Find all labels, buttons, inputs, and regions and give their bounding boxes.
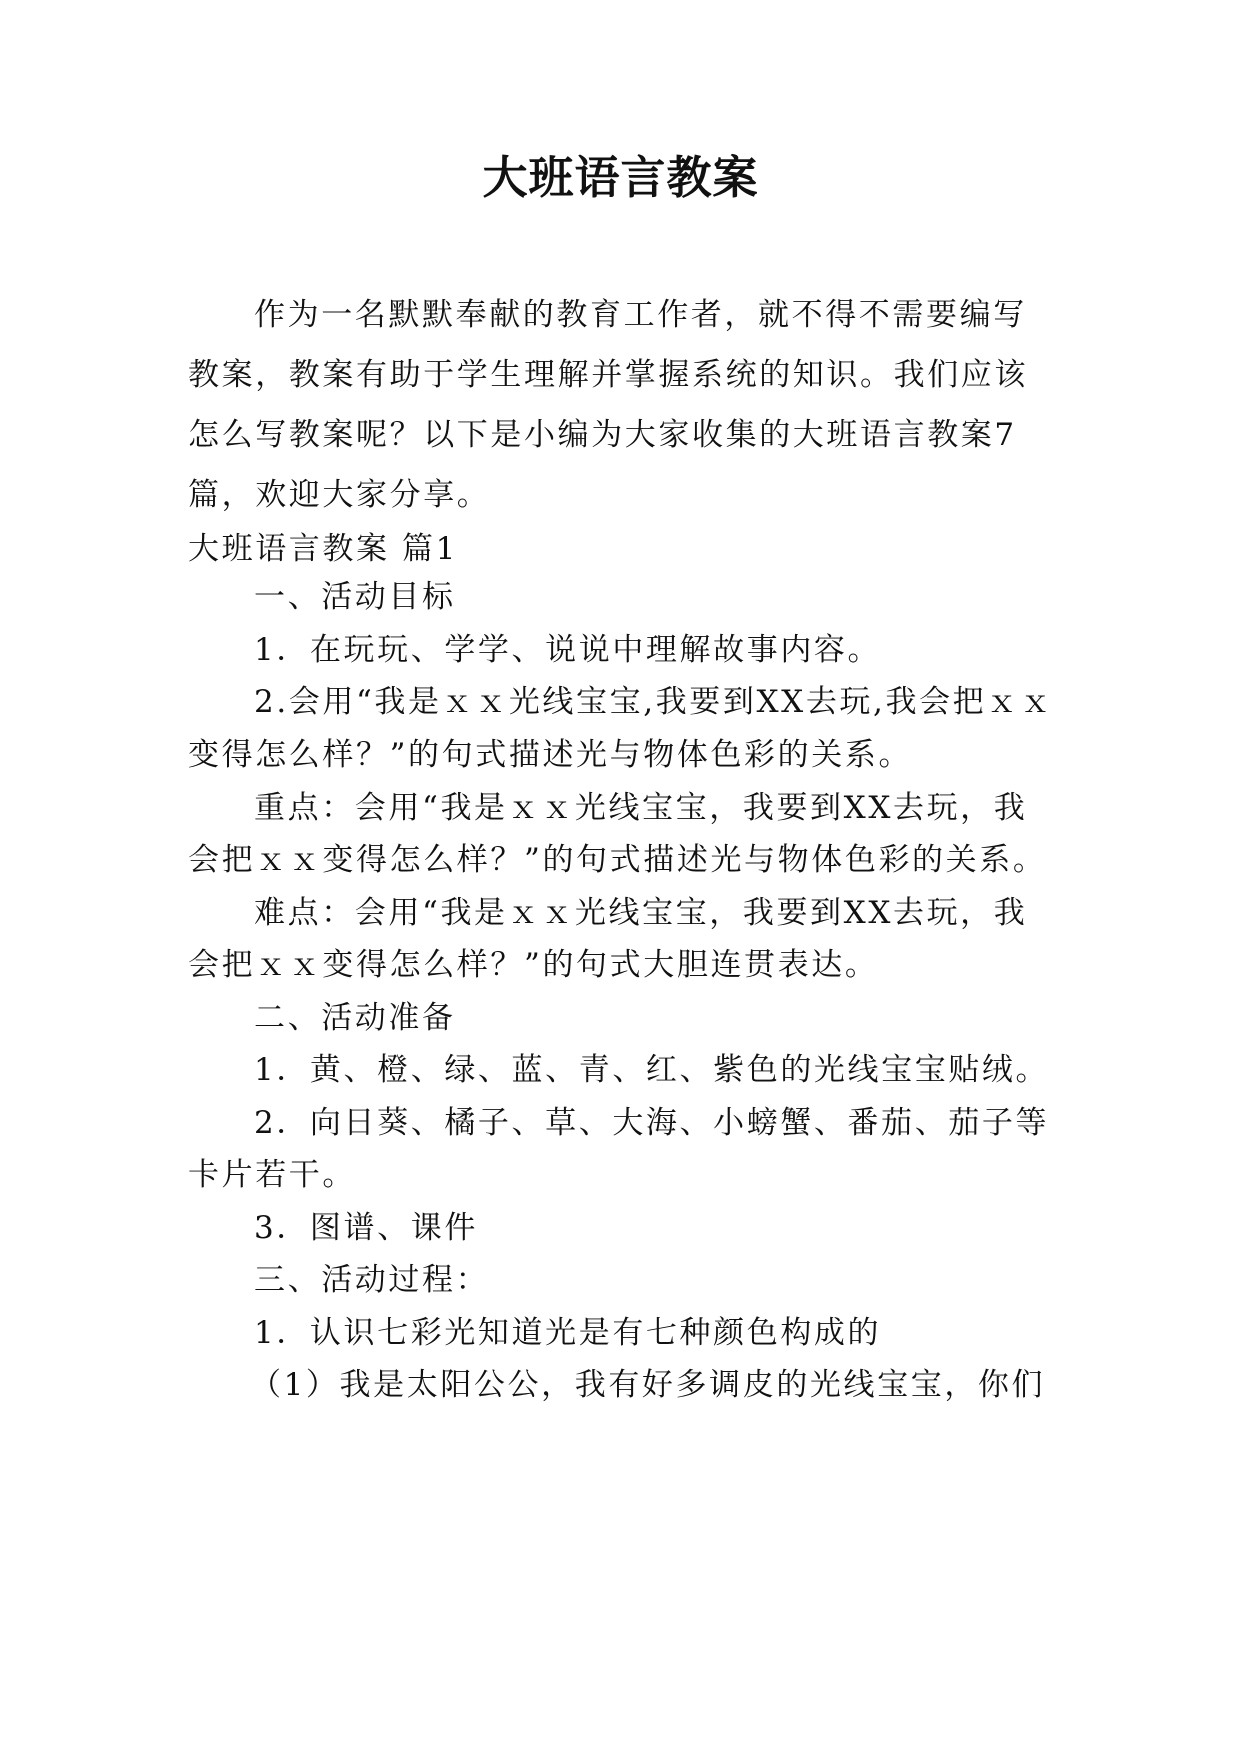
key-point-cont: 会把ｘｘ变得怎么样？”的句式描述光与物体色彩的关系。 — [188, 842, 1047, 878]
prep-item-2-cont: 卡片若干。 — [188, 1157, 356, 1193]
key-point: 重点：会用“我是ｘｘ光线宝宝，我要到XX去玩，我 — [254, 790, 1028, 826]
prep-item-1: 1．黄、橙、绿、蓝、青、红、紫色的光线宝宝贴绒。 — [254, 1052, 1050, 1088]
heading-activity-process: 三、活动过程： — [254, 1262, 490, 1298]
intro-paragraph: 作为一名默默奉献的教育工作者，就不得不需要编写教案，教案有助于学生理解并掌握系统的知识。我们应该怎么写教案呢？以下是小编为大家收集的大班语言教案7篇，欢迎大家分享。 — [188, 297, 1028, 513]
section-heading: 大班语言教案 篇1 — [188, 531, 458, 567]
goal-item-2-cont: 变得怎么样？”的句式描述光与物体色彩的关系。 — [188, 737, 913, 773]
heading-activity-goals: 一、活动目标 — [254, 579, 456, 615]
heading-activity-prep: 二、活动准备 — [254, 1000, 456, 1036]
process-subitem-1: （1）我是太阳公公，我有好多调皮的光线宝宝，你们 — [250, 1367, 1046, 1403]
difficult-point: 难点：会用“我是ｘｘ光线宝宝，我要到XX去玩，我 — [254, 895, 1028, 931]
difficult-point-cont: 会把ｘｘ变得怎么样？”的句式大胆连贯表达。 — [188, 947, 879, 983]
goal-item-2: 2.会用“我是ｘｘ光线宝宝,我要到XX去玩,我会把ｘｘ — [254, 684, 1054, 720]
document-title: 大班语言教案 — [482, 151, 759, 204]
prep-item-2: 2．向日葵、橘子、草、大海、小螃蟹、番茄、茄子等 — [254, 1105, 1050, 1141]
process-item-1: 1．认识七彩光知道光是有七种颜色构成的 — [254, 1315, 882, 1351]
goal-item-1: 1．在玩玩、学学、说说中理解故事内容。 — [254, 632, 882, 668]
prep-item-3: 3．图谱、课件 — [254, 1210, 478, 1246]
